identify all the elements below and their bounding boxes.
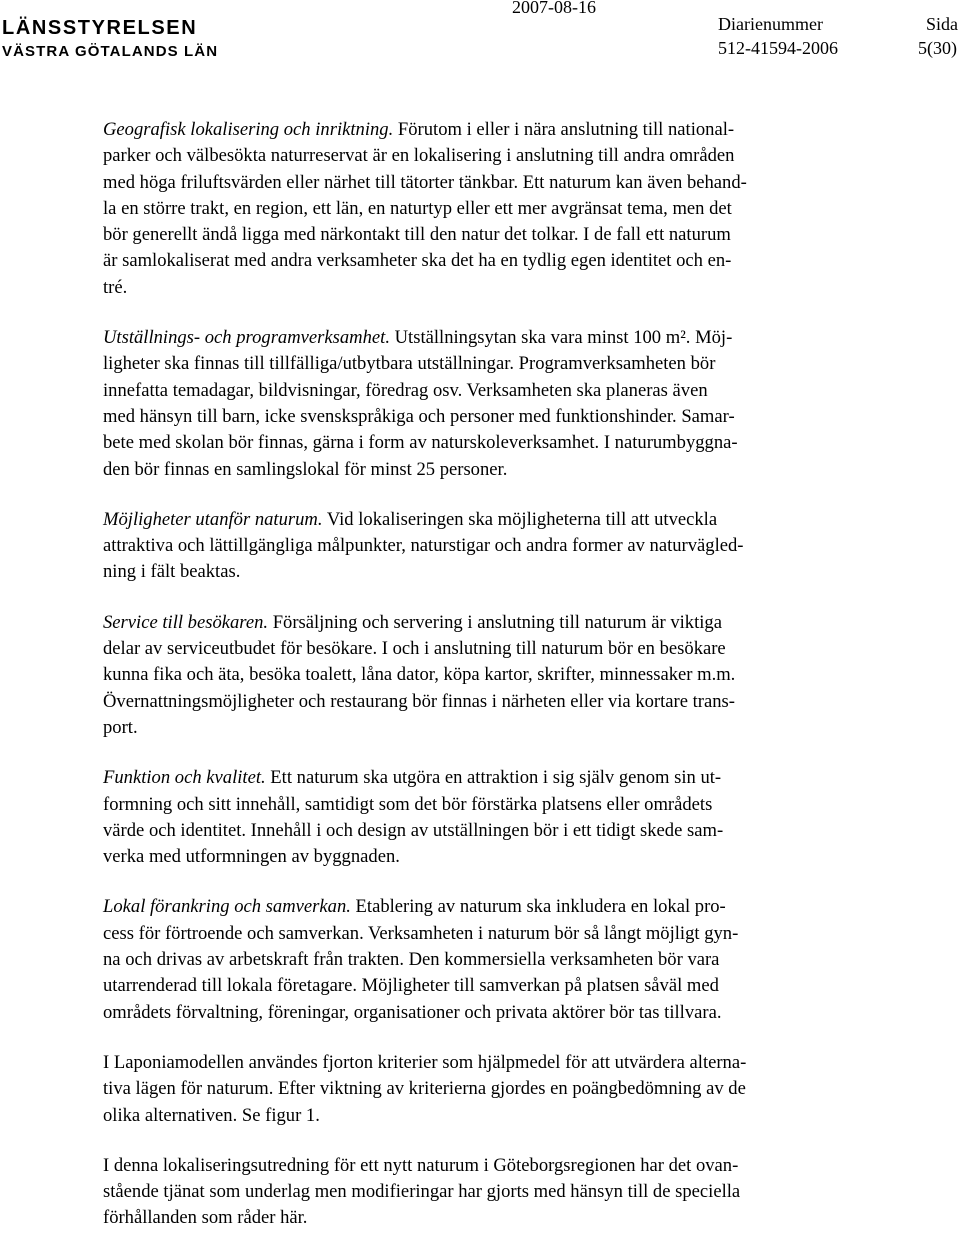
text-line — [103, 117, 881, 143]
line-text: den bör finnas en samlingslokal för minst 25 personer. — [103, 458, 508, 480]
org-region: VÄSTRA GÖTALANDS LÄN — [2, 43, 219, 60]
line-text: na och drivas av arbetskraft från trakten. Den kommersiella verksamheten bör vara — [103, 949, 720, 971]
line-text: tiva lägen för naturum. Efter viktning av kriterierna gjordes en poängbedömning av de — [103, 1078, 746, 1100]
line-text: delar av serviceutbudet för besökare. I och i anslutning till naturum bör en besökare — [103, 638, 726, 660]
body-paragraph — [103, 507, 881, 586]
text-line — [103, 196, 881, 222]
line-text: I Laponiamodellen användes fjorton kriterier som hjälpmedel för att utvärdera alterna- — [103, 1051, 747, 1073]
line-text: parker och välbesökta naturreservat är en lokalisering i anslutning till andra områden — [103, 145, 735, 167]
body-paragraph — [103, 1153, 881, 1232]
text-line — [103, 921, 881, 947]
line-text: bör generellt ändå ligga med närkontakt till den natur det tolkar. I de fall ett naturum — [103, 224, 731, 246]
page-header — [0, 0, 960, 70]
text-line — [103, 1153, 881, 1179]
text-line — [103, 765, 881, 791]
line-text: med höga friluftsvärden eller närhet till tätorter tänkbar. Ett naturum kan även behand- — [103, 171, 747, 193]
text-line — [103, 792, 881, 818]
text-line — [103, 430, 881, 456]
document-date: 2007-08-16 — [512, 0, 596, 17]
body-paragraph — [103, 325, 881, 483]
line-text: Ett naturum ska utgöra en attraktion i sig själv genom sin ut- — [265, 767, 722, 789]
text-line — [103, 533, 881, 559]
text-line — [103, 275, 881, 301]
text-line — [103, 947, 881, 973]
line-text: bete med skolan bör finnas, gärna i form av naturskoleverksamhet. I naturumbyggna- — [103, 432, 738, 454]
text-line — [103, 894, 881, 920]
text-line — [103, 636, 881, 662]
line-text: Vid lokaliseringen ska möjligheterna till att utveckla — [322, 508, 718, 530]
page-label: Sida — [926, 14, 959, 34]
text-line — [103, 507, 881, 533]
text-line — [103, 1050, 881, 1076]
text-line — [103, 325, 881, 351]
line-text: tré. — [103, 276, 128, 298]
organization-logo — [2, 18, 218, 59]
line-text: kunna fika och äta, besöka toalett, låna dator, köpa kartor, skrifter, minnessaker m.m. — [103, 664, 736, 686]
section-heading: Möjligheter utanför naturum. — [103, 508, 323, 530]
body-paragraph — [103, 610, 881, 741]
text-line — [103, 143, 881, 169]
text-line — [103, 610, 881, 636]
line-text: stående tjänat som underlag men modifieringar har gjorts med hänsyn till de speciella — [103, 1181, 741, 1203]
section-heading: Geografisk lokalisering och inriktning. — [103, 119, 394, 140]
section-heading: Lokal förankring och samverkan. — [103, 896, 351, 918]
text-line — [103, 248, 881, 274]
text-line — [103, 1103, 881, 1129]
text-line — [103, 818, 881, 844]
text-line — [103, 689, 881, 715]
line-text: cess för förtroende och samverkan. Verksamheten i naturum bör så långt möjligt gyn- — [103, 922, 739, 944]
text-line — [103, 1205, 881, 1231]
document-body — [103, 117, 881, 1256]
text-line — [103, 378, 881, 404]
diarienummer-value: 512-41594-2006 — [718, 38, 838, 58]
text-line — [103, 351, 881, 377]
text-line — [103, 222, 881, 248]
line-text: ligheter ska finnas till tillfälliga/utbytbara utställningar. Programverksamheten bör — [103, 353, 716, 375]
line-text: ning i fält beaktas. — [103, 561, 241, 583]
line-text: Etablering av naturum ska inkludera en lokal pro- — [350, 896, 726, 918]
line-text: förhållanden som råder här. — [103, 1207, 308, 1229]
text-line — [103, 1179, 881, 1205]
text-line — [103, 844, 881, 870]
body-paragraph — [103, 765, 881, 870]
page-number: 5(30) — [918, 38, 957, 58]
line-text: olika alternativen. Se figur 1. — [103, 1104, 320, 1126]
line-text: attraktiva och lättillgängliga målpunkter, naturstigar och andra former av naturvägled- — [103, 535, 744, 557]
line-text: Utställningsytan ska vara minst 100 m². Möj- — [389, 327, 733, 349]
line-text: Förutom i eller i nära anslutning till national- — [393, 119, 735, 140]
line-text: formning och sitt innehåll, samtidigt som det bör förstärka platsens eller områdets — [103, 793, 713, 815]
line-text: I denna lokaliseringsutredning för ett nytt naturum i Göteborgsregionen har det ovan- — [103, 1154, 739, 1176]
text-line — [103, 559, 881, 585]
section-heading: Funktion och kvalitet. — [103, 767, 266, 789]
text-line — [103, 715, 881, 741]
section-heading: Utställnings- och programverksamhet. — [103, 327, 390, 349]
line-text: Övernattningsmöjligheter och restaurang bör finnas i närheten eller via kortare trans- — [103, 690, 735, 712]
line-text: port. — [103, 716, 138, 738]
line-text: utarrenderad till lokala företagare. Möjligheter till samverkan på platsen såväl med — [103, 975, 719, 997]
line-text: är samlokaliserat med andra verksamheter ska det ha en tydlig egen identitet och en- — [103, 250, 732, 272]
text-line — [103, 170, 881, 196]
line-text: innefatta temadagar, bildvisningar, föredrag osv. Verksamheten ska planeras även — [103, 379, 708, 401]
body-paragraph — [103, 894, 881, 1025]
line-text: med hänsyn till barn, icke svenskspråkiga och personer med funktionshinder. Samar- — [103, 405, 735, 427]
text-line — [103, 1000, 881, 1026]
text-line — [103, 662, 881, 688]
line-text: områdets förvaltning, föreningar, organisationer och privata aktörer bör tas tillvara. — [103, 1001, 722, 1023]
line-text: värde och identitet. Innehåll i och design av utställningen bör i ett tidigt skede sam- — [103, 819, 724, 841]
line-text: verka med utformningen av byggnaden. — [103, 846, 400, 868]
text-line — [103, 404, 881, 430]
text-line — [103, 1076, 881, 1102]
org-name: LÄNSSTYRELSEN — [2, 17, 198, 39]
body-paragraph — [103, 117, 881, 301]
line-text: la en större trakt, en region, ett län, en naturtyp eller ett mer avgränsat tema, men det — [103, 197, 732, 219]
line-text: Försäljning och servering i anslutning till naturum är viktiga — [268, 611, 722, 633]
text-line — [103, 457, 881, 483]
text-line — [103, 973, 881, 999]
section-heading: Service till besökaren. — [103, 611, 269, 633]
body-paragraph — [103, 1050, 881, 1129]
diarienummer-label: Diarienummer — [718, 14, 823, 34]
